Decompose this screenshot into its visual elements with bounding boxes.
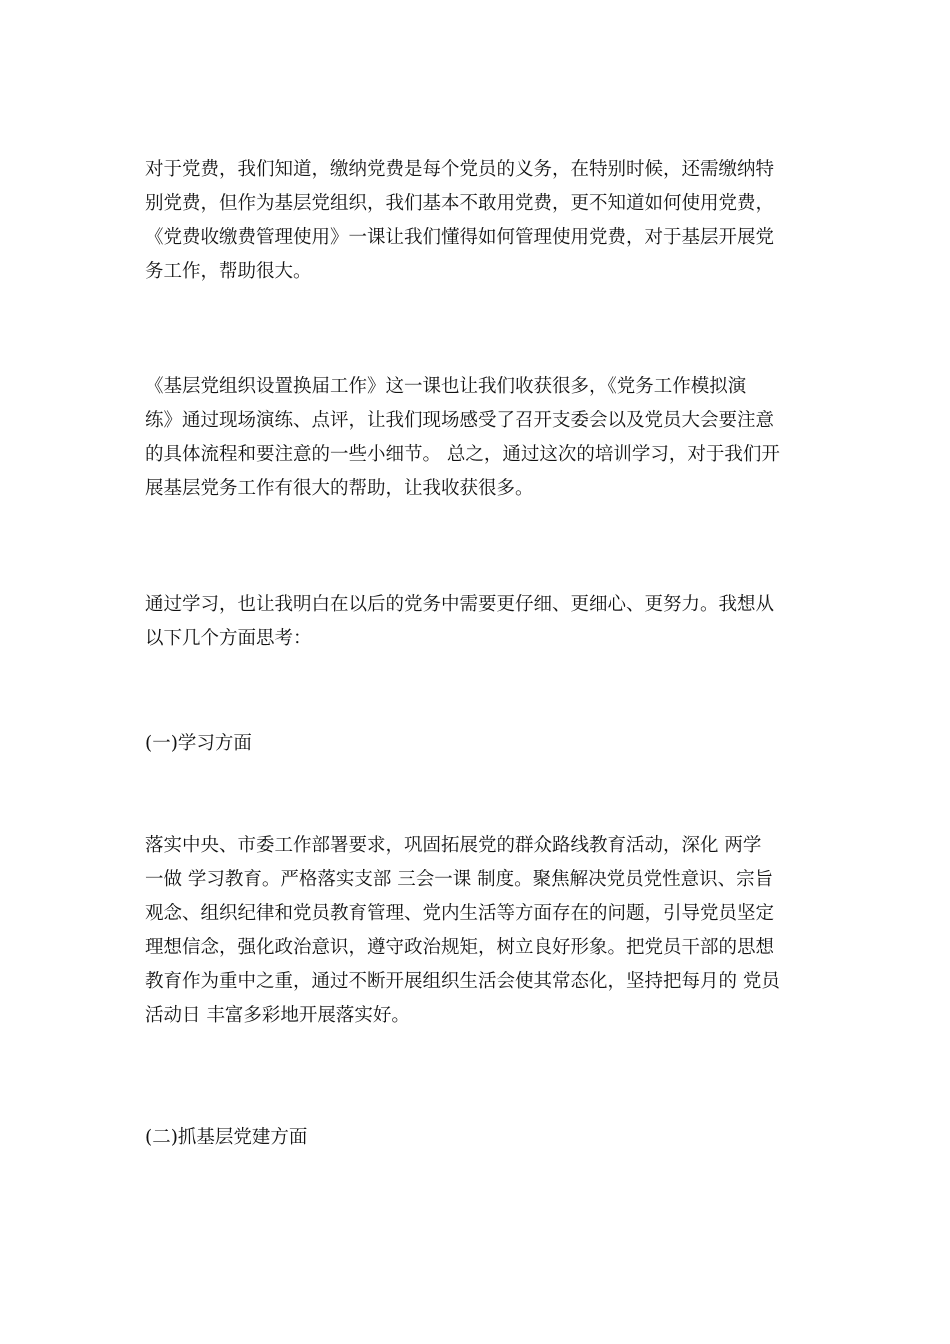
paragraph-line: 务工作，帮助很大。 <box>145 261 312 282</box>
paragraph-line: 教育作为重中之重，通过不断开展组织生活会使其常态化，坚持把每月的 党员 <box>145 971 780 992</box>
paragraph-line: 《党费收缴费管理使用》一课让我们懂得如何管理使用党费，对于基层开展党 <box>145 227 775 248</box>
paragraph-line: 通过学习，也让我明白在以后的党务中需要更仔细、更细心、更努力。我想从 <box>145 594 775 615</box>
paragraph-party-fees <box>145 153 815 289</box>
paragraph-line: 《基层党组织设置换届工作》这一课也让我们收获很多，《党务工作模拟演 <box>145 376 747 397</box>
paragraph-line: 练》通过现场演练、点评，让我们现场感受了召开支委会以及党员大会要注意 <box>145 410 775 431</box>
paragraph-line: 观念、组织纪律和党员教育管理、党内生活等方面存在的问题，引导党员坚定 <box>145 903 775 924</box>
paragraph-line: 的具体流程和要注意的一些小细节。 总之，通过这次的培训学习，对于我们开 <box>145 444 780 465</box>
paragraph-line: 理想信念，强化政治意识，遵守政治规矩，树立良好形象。把党员干部的思想 <box>145 937 775 958</box>
section-heading-party-building: (二)抓基层党建方面 <box>145 1127 308 1148</box>
paragraph-line: 一做 学习教育。严格落实支部 三会一课 制度。聚焦解决党员党性意识、宗旨 <box>145 869 774 890</box>
paragraph-study-details <box>145 829 815 1033</box>
paragraph-line: 对于党费，我们知道，缴纳党费是每个党员的义务，在特别时候，还需缴纳特 <box>145 159 775 180</box>
paragraph-line: 落实中央、市委工作部署要求，巩固拓展党的群众路线教育活动，深化 两学 <box>145 835 762 856</box>
paragraph-line: 以下几个方面思考： <box>145 628 312 649</box>
paragraph-line: 活动日 丰富多彩地开展落实好。 <box>145 1005 410 1026</box>
paragraph-line: 别党费，但作为基层党组织，我们基本不敢用党费，更不知道如何使用党费， <box>145 193 775 214</box>
paragraph-training-summary <box>145 370 815 506</box>
section-heading-study: (一)学习方面 <box>145 733 252 754</box>
paragraph-line: 展基层党务工作有很大的帮助，让我收获很多。 <box>145 478 534 499</box>
paragraph-reflection-intro <box>145 588 815 656</box>
